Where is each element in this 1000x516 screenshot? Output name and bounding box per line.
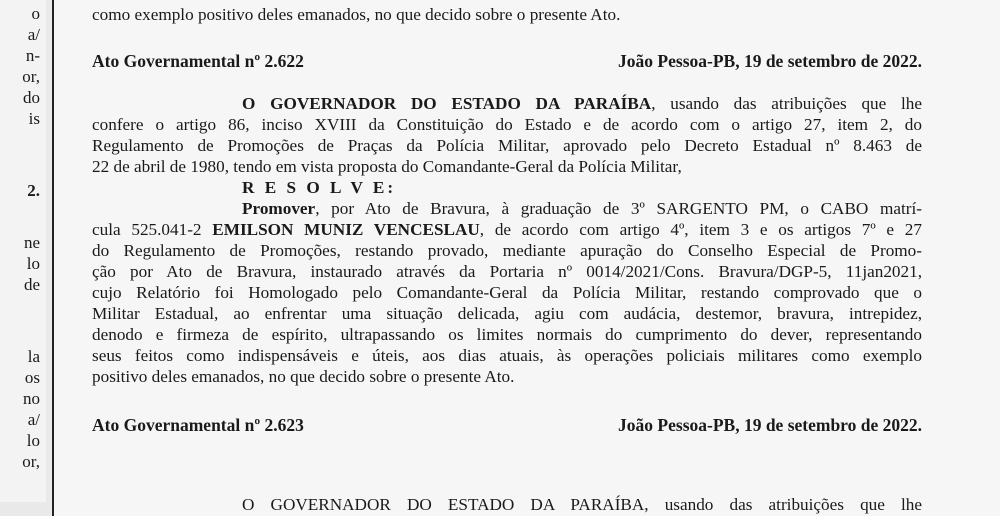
text-span: , de acordo com artigo 4º, item 3 e os artigos 7º e 27 (479, 220, 922, 239)
act-line: 22 de abril de 1980, tendo em vista proposta do Comandante-Geral da Polícia Militar, (92, 157, 682, 176)
act-place-date: João Pessoa-PB, 19 de setembro de 2022. (618, 51, 922, 71)
document-page (52, 0, 1000, 516)
resolve-heading (242, 177, 922, 198)
fragment: or, (22, 67, 40, 86)
act-line: confere o artigo 86, inciso XVIII da Constituição do Estado e de acordo com o artigo 27, item 2, do (92, 115, 922, 134)
text-span: cula 525.041-2 (92, 220, 213, 239)
fragment: lo (26, 254, 40, 273)
fragment: do (23, 88, 40, 107)
promotion-line (92, 219, 922, 240)
act-opening-line-partial: O GOVERNADOR DO ESTADO DA PARAÍBA, usando das atribuições que lhe (242, 495, 922, 514)
promotion-line: ção por Ato de Bravura, instaurado através da Portaria nº 0014/2021/Cons. Bravura/DGP-5, 11jan2021, (92, 262, 922, 281)
fragment: is (28, 109, 40, 128)
promotion-line: Militar Estadual, ao enfrentar uma situação delicada, agiu com audácia, destemor, bravura, intrepidez, (92, 304, 922, 323)
promotion-line: cujo Relatório foi Homologado pelo Comandante-Geral da Polícia Militar, restando comprovado que o (92, 283, 922, 302)
text-span: , usando das atribuições que lhe (651, 94, 922, 113)
promotion-line: denodo e firmeza de espírito, ultrapassando os limites normais do cumprimento do dever, representando (92, 325, 922, 344)
governor-title: O GOVERNADOR DO ESTADO DA PARAÍBA (242, 94, 652, 113)
previous-act-closing-line: como exemplo positivo deles emanados, no que decido sobre o presente Ato. (92, 5, 621, 24)
fragment: o (31, 4, 40, 23)
fragment: ne (23, 233, 40, 252)
promotion-line: seus feitos como indispensáveis e úteis, aos dias atuais, às operações policiais militares como exemplo (92, 346, 922, 365)
text-span: , por Ato de Bravura, à graduação de 3º SARGENTO PM, o CABO matrí- (315, 199, 922, 218)
act-place-date: João Pessoa-PB, 19 de setembro de 2022. (618, 415, 922, 435)
adjacent-column-fragments (0, 0, 46, 502)
fragment: no (23, 389, 40, 408)
act-number: Ato Governamental nº 2.623 (92, 415, 304, 435)
act-heading (92, 50, 922, 72)
fragment: n- (25, 46, 40, 65)
promoted-name: EMILSON MUNIZ VENCESLAU (212, 220, 480, 239)
fragment: a/ (27, 410, 40, 429)
resolve-label: R E S O L V E: (242, 178, 397, 197)
fragment: 2. (27, 181, 40, 200)
fragment: or, (22, 452, 40, 471)
fragment: os (24, 368, 40, 387)
fragment: lo (26, 431, 40, 450)
promotion-line (242, 198, 922, 219)
promotion-line: positivo deles emanados, no que decido sobre o presente Ato. (92, 367, 515, 386)
fragment: la (27, 347, 40, 366)
fragment: a/ (27, 25, 40, 44)
act-number: Ato Governamental nº 2.622 (92, 51, 304, 71)
act-opening-line (242, 93, 922, 114)
act-line: Regulamento de Promoções de Praças da Polícia Militar, aprovado pelo Decreto Estadual nº 8.463 de (92, 136, 922, 155)
act-heading (92, 414, 922, 436)
promote-keyword: Promover (242, 199, 316, 218)
fragment: de (23, 275, 40, 294)
promotion-line: do Regulamento de Promoções, restando provado, mediante apuração do Conselho Especial de Promo- (92, 241, 922, 260)
